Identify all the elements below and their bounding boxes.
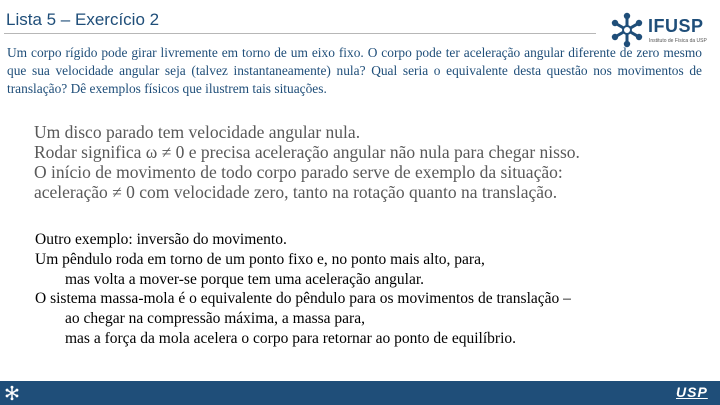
example-line: ao chegar na compressão máxima, a massa para, [65,310,365,328]
answer-block [34,122,580,202]
example-line: Outro exemplo: inversão do movimento. [35,231,287,248]
usp-logo: USP [676,384,708,400]
example-block [35,230,571,349]
answer-line: O início de movimento de todo corpo parado serve de exemplo da situação: [34,162,563,182]
example-line: Um pêndulo roda em torno de um ponto fixo e, no ponto mais alto, para, [35,250,485,268]
footer-bar [0,381,720,405]
slide-title: Lista 5 – Exercício 2 [6,10,160,29]
title-rule [4,33,596,34]
example-line: mas a força da mola acelera o corpo para retornar ao ponto de equilíbrio. [65,329,517,347]
answer-line: aceleração ≠ 0 com velocidade zero, tanto na rotação quanto na translação. [34,182,558,202]
answer-line: Rodar significa ω ≠ 0 e precisa aceleração angular não nula para chegar nisso. [34,142,580,162]
answer-line: Um disco parado tem velocidade angular nula. [34,122,361,142]
ifusp-small-emblem-icon [5,385,19,401]
ifusp-logo [610,12,716,48]
question-text: Um corpo rígido pode girar livremente em torno de um eixo fixo. O corpo pode ter aceleração angular diferente de zero mesmo que sua velocidade angular seja (talvez instantaneamente) nula? Qual seria o equivalente desta questão nos movimentos de translação? Dê exemplos físicos que ilustrem tais situações. [7,45,702,96]
ifusp-emblem-icon [610,12,644,48]
example-line: O sistema massa-mola é o equivalente do pêndulo para os movimentos de translação – [35,290,571,308]
ifusp-logo-text: IFUSP [648,16,704,36]
ifusp-logo-subtitle: Instituto de Física da USP [649,38,707,44]
example-line: mas volta a mover-se porque tem uma aceleração angular. [65,270,425,288]
